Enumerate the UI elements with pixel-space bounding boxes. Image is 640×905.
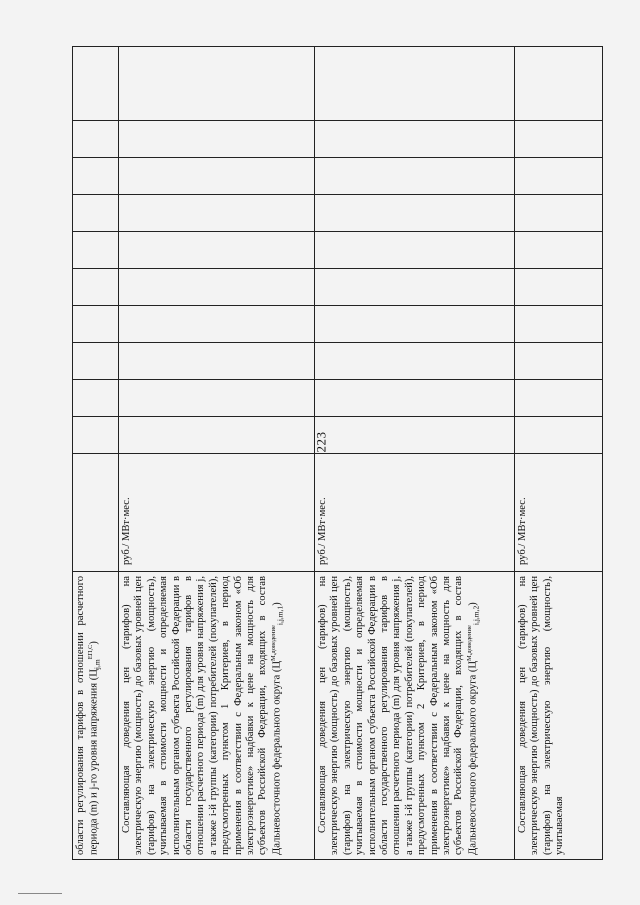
value-cell [315, 121, 515, 158]
value-cell [315, 232, 515, 269]
value-cell [73, 232, 119, 269]
value-cell [515, 195, 603, 232]
row-unit: руб./ МВт·мес. [119, 454, 315, 572]
row-description: области регулирования тарифов в отношении расчетного периода (m) и j-го уровня напряжения $(Ц_{j,m}^{ЕП,С})$ [73, 572, 119, 860]
value-cell [315, 269, 515, 306]
value-cell [515, 380, 603, 417]
scan-edge-mark [18, 893, 62, 894]
value-cell [315, 417, 515, 454]
value-cell [315, 195, 515, 232]
value-cell [315, 47, 515, 121]
value-cell [73, 121, 119, 158]
value-cell [315, 380, 515, 417]
value-cell [119, 343, 315, 380]
row-unit [73, 454, 119, 572]
value-cell [73, 158, 119, 195]
rotated-table-container [72, 55, 602, 860]
value-cell [73, 417, 119, 454]
row-unit: руб./ МВт·мес. [515, 454, 603, 572]
table-row [73, 47, 119, 860]
value-cell [515, 417, 603, 454]
value-cell [119, 380, 315, 417]
value-cell [515, 158, 603, 195]
table-row [315, 47, 515, 860]
value-cell [73, 195, 119, 232]
value-cell [73, 343, 119, 380]
value-cell [119, 306, 315, 343]
value-cell [119, 417, 315, 454]
tariff-table [72, 46, 603, 860]
value-cell [73, 306, 119, 343]
value-cell [515, 269, 603, 306]
value-cell [515, 47, 603, 121]
value-cell [119, 195, 315, 232]
value-cell [119, 47, 315, 121]
value-cell [119, 269, 315, 306]
value-cell [73, 47, 119, 121]
value-cell [119, 121, 315, 158]
value-cell [315, 306, 515, 343]
row-description: Составляющая доведения цен (тарифов) на электрическую энергию (мощность) до базовых уровней цен (тарифов) на электрическую энергию (мощность), учитываемая в стоимости мощности и определяемая исполнительным органом субъекта Российской Федерации в области государственного регулирования тарифов в отношении расчетного периода (m) для уровня напряжения j, а также i-й группы (категории) потребителей (покупателей), предусмотренных пунктом 2 Критериев, в период применения в соответствии с Федеральным законом «Об электроэнергетике» надбавки к цене на мощность для субъектов Российской Федерации, входящих в состав Дальневосточного федерального округа $(Ц^{М,доведение}_{i,j,m,2})$ [315, 572, 515, 860]
value-cell [515, 121, 603, 158]
value-cell [315, 158, 515, 195]
value-cell [73, 380, 119, 417]
table-row [515, 47, 603, 860]
row-description: Составляющая доведения цен (тарифов) на электрическую энергию (мощность) до базовых уровней цен (тарифов) на электрическую энергию (мощность), учитываемая [515, 572, 603, 860]
value-cell [315, 343, 515, 380]
value-cell [515, 306, 603, 343]
row-unit: руб./ МВт·мес. [315, 454, 515, 572]
value-cell [73, 269, 119, 306]
table-row [119, 47, 315, 860]
value-cell [119, 232, 315, 269]
page-number: 223 [313, 431, 329, 453]
value-cell [119, 158, 315, 195]
row-description: Составляющая доведения цен (тарифов) на электрическую энергию (мощность) до базовых уровней цен (тарифов) на электрическую энергию (мощность), учитываемая в стоимости мощности и определяемая исполнительным органом субъекта Российской Федерации в области государственного регулирования тарифов в отношении расчетного периода (m) для уровня напряжения j, а также i-й группы (категории) потребителей (покупателей), предусмотренных пунктом 1 Критериев, в период применения в соответствии с Федеральным законом «Об электроэнергетике» надбавки к цене на мощность для субъектов Российской Федерации, входящих в состав Дальневосточного федерального округа $(Ц^{М,доведение}_{i,j,m,1})$ [119, 572, 315, 860]
value-cell [515, 232, 603, 269]
value-cell [515, 343, 603, 380]
